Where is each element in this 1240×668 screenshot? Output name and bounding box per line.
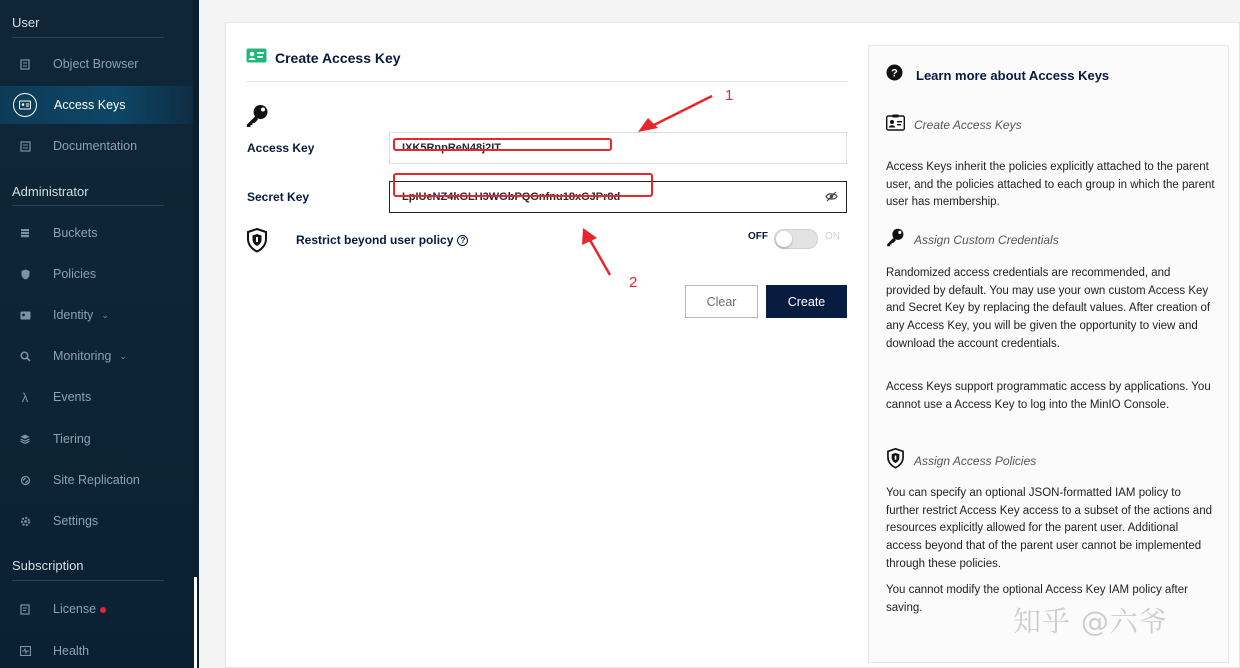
sidebar-item-label: Access Keys bbox=[54, 98, 126, 112]
documentation-icon bbox=[14, 135, 36, 157]
chevron-down-icon: ⌄ bbox=[119, 350, 127, 361]
sidebar-item-label: Site Replication bbox=[53, 473, 140, 487]
help-paragraph: Randomized access credentials are recommended, and provided by default. You may use your own custom Access Key and Secret Key by replacing the default values. After creation of any Access Key, you will be given the opportunity to view and download the account credentials. bbox=[886, 267, 1211, 350]
tiering-icon bbox=[14, 428, 36, 450]
sidebar-item-label: Monitoring bbox=[53, 349, 112, 363]
sidebar-item-settings[interactable] bbox=[0, 502, 193, 540]
sidebar-item-label: Policies bbox=[53, 267, 97, 281]
access-key-value: IXK5RnpReN48j2IT bbox=[402, 142, 502, 154]
toggle-knob[interactable] bbox=[776, 231, 792, 247]
restrict-policy-row bbox=[246, 228, 848, 254]
help-subtitle-policies bbox=[886, 448, 1036, 474]
annotation-number-1: 1 bbox=[725, 87, 734, 104]
sidebar-item-access-keys[interactable] bbox=[0, 86, 193, 124]
sidebar-item-label: Identity bbox=[53, 308, 94, 322]
sidebar-item-policies[interactable] bbox=[0, 255, 193, 293]
sidebar-item-object-browser[interactable] bbox=[0, 45, 193, 83]
question-icon bbox=[886, 64, 903, 86]
help-subtitle-create bbox=[886, 114, 1022, 136]
help-subtitle-text: Assign Custom Credentials bbox=[914, 233, 1059, 247]
help-paragraph: You cannot modify the optional Access Key IAM policy after saving. bbox=[886, 584, 1188, 614]
annotation-number-2: 2 bbox=[629, 274, 638, 291]
page-title: Create Access Key bbox=[275, 50, 401, 66]
help-subtitle-text: Create Access Keys bbox=[914, 118, 1022, 132]
sidebar-item-events[interactable] bbox=[0, 378, 193, 416]
buckets-icon bbox=[14, 222, 36, 244]
lambda-icon: λ bbox=[21, 389, 29, 405]
sidebar-item-buckets[interactable] bbox=[0, 214, 193, 252]
key-icon bbox=[886, 228, 905, 252]
form-header bbox=[246, 48, 401, 68]
sidebar-item-label: Health bbox=[53, 644, 90, 658]
help-paragraph: Access Keys support programmatic access by applications. You cannot use a Access Key to log into the MinIO Console. bbox=[886, 381, 1211, 411]
section-divider bbox=[12, 580, 164, 581]
key-icon bbox=[246, 104, 269, 133]
access-key-card-icon bbox=[246, 48, 267, 68]
section-title-subscription: Subscription bbox=[12, 558, 84, 573]
section-divider bbox=[12, 205, 164, 206]
help-panel-title: Learn more about Access Keys bbox=[916, 67, 1110, 83]
access-keys-icon bbox=[13, 93, 37, 117]
sidebar-item-label: Documentation bbox=[53, 139, 138, 153]
help-subtitle-text: Assign Access Policies bbox=[914, 454, 1037, 468]
sidebar-item-label: Object Browser bbox=[53, 57, 139, 71]
sidebar-item-label bbox=[53, 602, 106, 616]
sidebar-item-license[interactable] bbox=[0, 590, 193, 628]
restrict-policy-toggle[interactable] bbox=[774, 229, 818, 249]
object-browser-icon bbox=[14, 53, 36, 75]
scrollbar-thumb[interactable] bbox=[194, 577, 197, 668]
monitoring-icon bbox=[14, 345, 36, 367]
restrict-policy-text: Restrict beyond user policy bbox=[296, 233, 454, 247]
sidebar-item-label: Settings bbox=[53, 514, 99, 528]
restrict-policy-label bbox=[296, 233, 468, 247]
help-paragraph: You can specify an optional JSON-formatted IAM policy to further restrict Access Key access to a subset of the actions and resources explicitly allowed for the parent user. Additional access beyond that of the parent user cannot be implemented through these policies. bbox=[886, 487, 1212, 570]
help-panel-header bbox=[886, 64, 1109, 86]
section-title-user: User bbox=[12, 15, 40, 30]
sidebar-item-tiering[interactable] bbox=[0, 420, 193, 458]
sidebar-item-label: Tiering bbox=[53, 432, 91, 446]
shield-icon bbox=[886, 448, 905, 474]
sidebar-item-label: Buckets bbox=[53, 226, 98, 240]
sidebar-scrollbar[interactable] bbox=[193, 0, 199, 668]
annotation-box-1 bbox=[393, 138, 612, 151]
sidebar-item-documentation[interactable] bbox=[0, 127, 193, 165]
sidebar-item-identity[interactable] bbox=[0, 296, 193, 334]
health-icon bbox=[14, 640, 36, 662]
help-icon[interactable]: ? bbox=[457, 235, 468, 246]
gear-icon bbox=[14, 510, 36, 532]
section-divider bbox=[12, 37, 164, 38]
secret-key-label: Secret Key bbox=[247, 190, 310, 204]
site-replication-icon bbox=[14, 469, 36, 491]
visibility-toggle-icon[interactable] bbox=[825, 191, 838, 205]
sidebar-item-monitoring[interactable] bbox=[0, 337, 193, 375]
shield-icon bbox=[246, 228, 268, 258]
toggle-off-label: OFF bbox=[748, 231, 768, 242]
section-title-administrator: Administrator bbox=[12, 184, 89, 199]
access-key-label: Access Key bbox=[247, 141, 315, 155]
toggle-on-label: ON bbox=[825, 231, 840, 242]
license-label: License bbox=[53, 602, 97, 616]
chevron-down-icon: ⌄ bbox=[101, 309, 109, 320]
watermark: 知乎 @六爷 bbox=[1013, 605, 1168, 638]
sidebar-item-label: Events bbox=[53, 390, 92, 404]
help-subtitle-credentials bbox=[886, 228, 1059, 252]
svg-text:?: ? bbox=[891, 67, 898, 80]
policies-icon bbox=[14, 263, 36, 285]
secret-key-value: LpIUeNZ4kGLH3WGbPQGnfnu18xGJPr8d bbox=[402, 191, 621, 203]
annotation-box-2 bbox=[393, 173, 653, 197]
sidebar bbox=[0, 0, 193, 668]
identity-icon bbox=[14, 304, 36, 326]
license-icon bbox=[14, 598, 36, 620]
notification-dot bbox=[100, 607, 106, 613]
clear-button[interactable]: Clear bbox=[685, 285, 758, 318]
sidebar-item-health[interactable] bbox=[0, 632, 193, 668]
help-paragraph: Access Keys inherit the policies explicitly attached to the parent user, and the policies attached to each group in which the parent user has membership. bbox=[886, 161, 1215, 209]
sidebar-item-site-replication[interactable] bbox=[0, 461, 193, 499]
create-button[interactable]: Create bbox=[766, 285, 847, 318]
header-divider bbox=[246, 81, 848, 82]
id-card-icon bbox=[886, 114, 905, 136]
